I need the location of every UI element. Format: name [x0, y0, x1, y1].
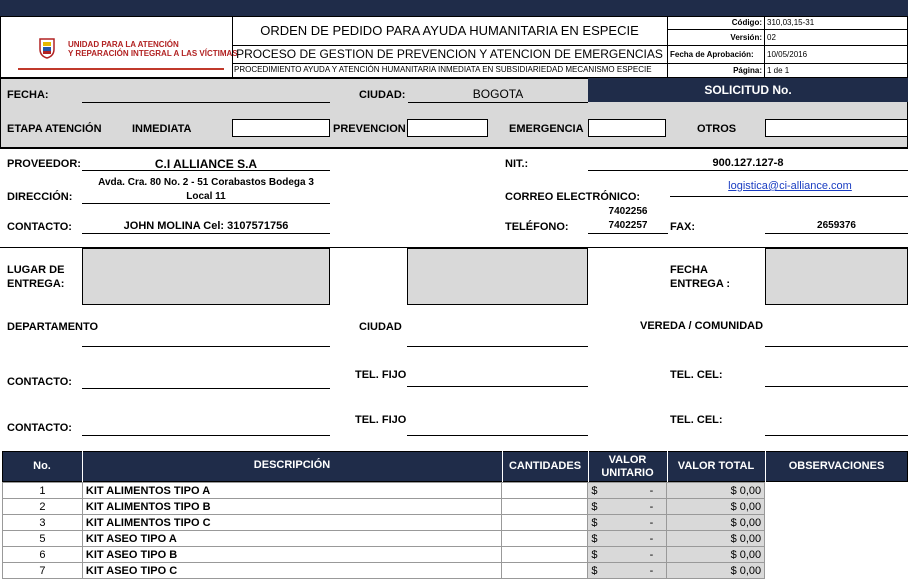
proveedor-label: PROVEEDOR:: [7, 158, 81, 170]
telefono-value1: 7402256: [608, 206, 648, 217]
table-row: [3, 531, 908, 547]
header-row-line2: [232, 63, 667, 64]
fecha-aprobacion-label: Fecha de Aprobación:: [670, 50, 754, 59]
row-total: $ 0,00: [667, 563, 765, 579]
departamento-label: DEPARTAMENTO: [7, 321, 99, 333]
th-descripcion: DESCRIPCIÓN: [253, 459, 331, 471]
vereda-label: VEREDA / COMUNIDAD: [640, 320, 764, 332]
coat-of-arms-icon: [38, 37, 56, 59]
fax-label: FAX:: [670, 221, 696, 233]
row-desc: KIT ALIMENTOS TIPO B: [82, 499, 502, 515]
nit-line: [588, 170, 908, 171]
row-qty[interactable]: [502, 531, 588, 547]
row-total: $ 0,00: [667, 515, 765, 531]
pagina-label: Página:: [733, 66, 762, 75]
th-observaciones: OBSERVACIONES: [788, 460, 885, 472]
row-no: 6: [3, 547, 83, 563]
direccion-value-line2: Local 11: [186, 191, 226, 202]
nit-label: NIT.:: [505, 158, 529, 170]
process-title: PROCESO DE GESTION DE PREVENCION Y ATENCION DE EMERGENCIAS: [236, 47, 663, 61]
table-row: [3, 483, 908, 499]
row-no: 7: [3, 563, 83, 579]
table-row: [3, 547, 908, 563]
row-unit-currency: $: [591, 532, 598, 545]
version-value: 02: [767, 33, 776, 42]
direccion-label: DIRECCIÓN:: [7, 191, 73, 203]
ciudad-value: BOGOTA: [472, 87, 524, 101]
row-total: $ 0,00: [667, 547, 765, 563]
table-row: [3, 515, 908, 531]
tel-cel-label-2: TEL. CEL:: [670, 414, 723, 426]
proveedor-value: C.I ALLIANCE S.A: [154, 157, 258, 171]
row-obs[interactable]: [765, 547, 908, 563]
row-unit[interactable]: [588, 531, 667, 547]
row-qty[interactable]: [502, 499, 588, 515]
document-title: ORDEN DE PEDIDO PARA AYUDA HUMANITARIA EN ESPECIE: [260, 23, 639, 38]
table-row: [3, 499, 908, 515]
tel-cel-line-2[interactable]: [765, 435, 908, 436]
row-no: 5: [3, 531, 83, 547]
fecha-label: FECHA:: [7, 89, 49, 101]
inmediata-checkbox[interactable]: [232, 119, 330, 137]
fecha-line[interactable]: [82, 102, 330, 103]
th-valor-total: VALOR TOTAL: [677, 460, 755, 472]
meta-line3: [667, 63, 908, 64]
section-separator-1: [0, 148, 908, 149]
row-no: 1: [3, 483, 83, 499]
delivery-contacto-label-2: CONTACTO:: [7, 422, 72, 434]
tel-fijo-line-2[interactable]: [407, 435, 588, 436]
emergencia-checkbox[interactable]: [588, 119, 666, 137]
otros-label: OTROS: [697, 123, 737, 135]
ciudad-label: CIUDAD:: [359, 89, 406, 101]
correo-value[interactable]: logistica@ci-alliance.com: [728, 180, 852, 192]
row-desc: KIT ASEO TIPO C: [82, 563, 502, 579]
meta-line1: [667, 29, 908, 30]
row-unit[interactable]: [588, 563, 667, 579]
row-unit-dash: -: [649, 516, 654, 529]
row-qty[interactable]: [502, 547, 588, 563]
row-unit[interactable]: [588, 547, 667, 563]
lugar-entrega-label2: ENTREGA:: [7, 278, 65, 290]
row-total: $ 0,00: [667, 531, 765, 547]
nit-value: 900.127.127-8: [712, 157, 784, 169]
row-desc: KIT ASEO TIPO A: [82, 531, 502, 547]
row-unit[interactable]: [588, 483, 667, 499]
row-obs[interactable]: [765, 531, 908, 547]
row-obs[interactable]: [765, 499, 908, 515]
row-obs[interactable]: [765, 483, 908, 499]
tel-fijo-line-1[interactable]: [407, 386, 588, 387]
delivery-ciudad-line[interactable]: [407, 346, 588, 347]
tel-cel-label-1: TEL. CEL:: [670, 369, 723, 381]
contacto-line: [82, 233, 330, 234]
lugar-entrega-field[interactable]: [82, 248, 330, 305]
row-qty[interactable]: [502, 483, 588, 499]
lugar-entrega-field-2[interactable]: [407, 248, 588, 305]
logo-underline: [18, 68, 224, 70]
telefono-label: TELÉFONO:: [505, 221, 569, 233]
fecha-aprobacion-value: 10/05/2016: [767, 50, 808, 59]
direccion-value-line1: Avda. Cra. 80 No. 2 - 51 Corabastos Bodega 3: [98, 177, 314, 188]
row-no: 3: [3, 515, 83, 531]
prevencion-label: PREVENCION: [333, 123, 406, 135]
fax-value: 2659376: [817, 220, 856, 231]
row-qty[interactable]: [502, 515, 588, 531]
row-obs[interactable]: [765, 515, 908, 531]
contacto-label: CONTACTO:: [7, 221, 72, 233]
th-valor-unitario-1: VALOR: [608, 454, 647, 466]
delivery-ciudad-label: CIUDAD: [359, 321, 402, 333]
correo-label: CORREO ELECTRÓNICO:: [505, 191, 641, 203]
row-unit[interactable]: [588, 499, 667, 515]
delivery-contacto-label-1: CONTACTO:: [7, 376, 72, 388]
meta-line2: [667, 45, 908, 46]
row-qty[interactable]: [502, 563, 588, 579]
row-unit-dash: -: [649, 548, 654, 561]
emergencia-label: EMERGENCIA: [509, 123, 584, 135]
th-valor-unitario-2: UNITARIO: [601, 467, 654, 479]
row-unit[interactable]: [588, 515, 667, 531]
ciudad-line: [408, 102, 588, 103]
row-desc: KIT ALIMENTOS TIPO C: [82, 515, 502, 531]
fecha-entrega-label1: FECHA: [670, 264, 708, 276]
logo: [34, 37, 238, 61]
solicitud-label: SOLICITUD No.: [704, 83, 792, 97]
etapa-label: ETAPA ATENCIÓN: [7, 123, 102, 135]
contacto-value: JOHN MOLINA Cel: 3107571756: [123, 220, 289, 232]
items-table: [2, 482, 908, 579]
codigo-label: Código:: [731, 18, 762, 27]
row-desc: KIT ASEO TIPO B: [82, 547, 502, 563]
vereda-line[interactable]: [765, 346, 908, 347]
departamento-line[interactable]: [82, 346, 330, 347]
fax-line: [765, 233, 908, 234]
tel-cel-line-1[interactable]: [765, 386, 908, 387]
row-unit-dash: -: [649, 532, 654, 545]
delivery-contacto-line-2[interactable]: [82, 435, 330, 436]
top-band: [0, 0, 908, 16]
row-total: $ 0,00: [667, 499, 765, 515]
solicitud-header: [588, 78, 908, 102]
pagina-value: 1 de 1: [767, 66, 790, 75]
logo-text-line2: Y REPARACIÓN INTEGRAL A LAS VÍCTIMAS: [68, 49, 238, 58]
row-unit-currency: $: [591, 548, 598, 561]
fecha-entrega-label2: ENTREGA :: [670, 278, 731, 290]
row-unit-dash: -: [649, 500, 654, 513]
telefono-line: [588, 233, 668, 234]
row-unit-currency: $: [591, 516, 598, 529]
version-label: Versión:: [730, 33, 762, 42]
tel-fijo-label-2: TEL. FIJO: [355, 414, 407, 426]
procedure-title: PROCEDIMIENTO AYUDA Y ATENCIÓN HUMANITARIA INMEDIATA EN SUBSIDIARIEDAD MECANISMO ESPECIE: [234, 65, 652, 74]
row-unit-dash: -: [649, 484, 654, 497]
row-unit-currency: $: [591, 500, 598, 513]
logo-text-line1: UNIDAD PARA LA ATENCIÓN: [68, 40, 179, 49]
row-no: 2: [3, 499, 83, 515]
inmediata-label: INMEDIATA: [132, 123, 192, 135]
otros-checkbox[interactable]: [765, 119, 908, 137]
lugar-entrega-label1: LUGAR DE: [7, 264, 65, 276]
proveedor-line: [82, 170, 330, 171]
row-unit-currency: $: [591, 564, 598, 577]
th-cantidades: CANTIDADES: [508, 460, 582, 472]
row-obs[interactable]: [765, 563, 908, 579]
prevencion-checkbox[interactable]: [407, 119, 488, 137]
row-desc: KIT ALIMENTOS TIPO A: [82, 483, 502, 499]
telefono-value2: 7402257: [608, 220, 648, 231]
delivery-contacto-line-1[interactable]: [82, 388, 330, 389]
meta-divider: [764, 16, 765, 78]
tel-fijo-label-1: TEL. FIJO: [355, 369, 407, 381]
th-no: No.: [33, 460, 51, 472]
row-unit-currency: $: [591, 484, 598, 497]
table-row: [3, 563, 908, 579]
row-unit-dash: -: [649, 564, 654, 577]
direccion-line: [82, 203, 330, 204]
codigo-value: 310,03,15-31: [767, 18, 815, 27]
correo-line: [670, 196, 908, 197]
header-row-line1: [232, 45, 667, 46]
row-total: $ 0,00: [667, 483, 765, 499]
fecha-entrega-field[interactable]: [765, 248, 908, 305]
